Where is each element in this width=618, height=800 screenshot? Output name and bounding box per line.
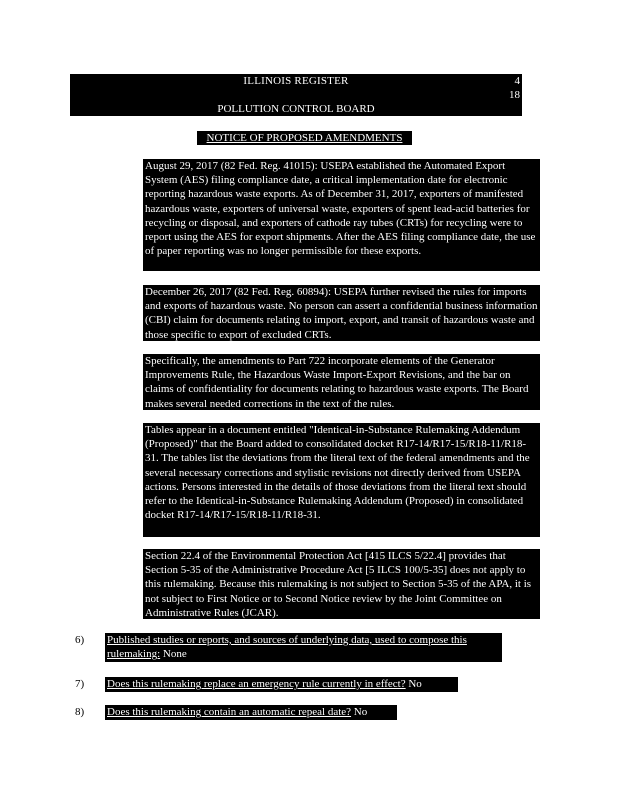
paragraph-part722: Specifically, the amendments to Part 722 incorporate elements of the Generator Improvements Rule, the Hazardous Waste Import-Export Revisions, and the bar on claims of confidentiality for documents relating to hazardous waste exports. The Board makes several needed corrections in the text of the rules. xyxy=(143,354,540,410)
item-answer: No xyxy=(408,678,422,690)
board-name: POLLUTION CONTROL BOARD xyxy=(217,103,375,115)
item-answer: None xyxy=(162,648,187,661)
item-studies xyxy=(105,633,502,662)
paragraph-aes: August 29, 2017 (82 Fed. Reg. 41015): USEPA established the Automated Export System (AES) filing compliance date, a critical implementation date for electronic reporting hazardous waste exports. As of December 31, 2017, exporters of manifested hazardous waste, exporters of universal waste, exporters of spent lead-acid batteries for recycling or disposal, and exporters of cathode ray tubes (CRTs) for recycling were to report using the AES for export shipments. After the AES filing compliance date, the use of paper reporting was no longer permissible for these exports. xyxy=(143,159,540,271)
paragraph-cbi: December 26, 2017 (82 Fed. Reg. 60894): USEPA further revised the rules for imports and exports of hazardous waste. No person can assert a confidential business information (CBI) claim for documents relating to import, export, and transit of hazardous waste and those specific to export of excluded CRTs. xyxy=(143,285,540,341)
notice-title: NOTICE OF PROPOSED AMENDMENTS xyxy=(197,131,412,145)
item-question: Published studies or reports, and sources of underlying data, used to compose this rulemaking: xyxy=(107,634,467,661)
paragraph-section-22-4: Section 22.4 of the Environmental Protection Act [415 ILCS 5/22.4] provides that Section 5-35 of the Administrative Procedure Act [5 ILCS 100/5-35] does not apply to this rulemaking. Because this rulemaking is not subject to Section 5-35 of the APA, it is not subject to First Notice or to Second Notice review by the Joint Committee on Administrative Rules (JCAR). xyxy=(143,549,540,619)
item-repeal-date xyxy=(105,705,397,720)
item-number: 8) xyxy=(75,706,85,718)
item-question: Does this rulemaking replace an emergency rule currently in effect? xyxy=(107,678,406,690)
paragraph-tables: Tables appear in a document entitled "Identical-in-Substance Rulemaking Addendum (Proposed)" that the Board added to consolidated docket R17-14/R17-15/R18-11/R18-31. The tables list the deviations from the literal text of the federal amendments and the several necessary corrections and stylistic revisions not directly derived from USEPA actions. Persons interested in the details of those deviations from the literal text should refer to the Identical-in-Substance Rulemaking Addendum (Proposed) in consolidated docket R17-14/R17-15/R18-11/R18-31. xyxy=(143,423,540,537)
register-header xyxy=(70,74,522,116)
volume-number: 4 xyxy=(514,75,520,87)
item-question: Does this rulemaking contain an automatic repeal date? xyxy=(107,706,352,718)
issue-number: 18 xyxy=(509,89,520,101)
register-title: ILLINOIS REGISTER xyxy=(243,75,349,87)
item-number: 7) xyxy=(75,678,85,690)
item-emergency-rule xyxy=(105,677,458,692)
item-answer: No xyxy=(353,706,368,718)
item-number: 6) xyxy=(75,634,85,646)
